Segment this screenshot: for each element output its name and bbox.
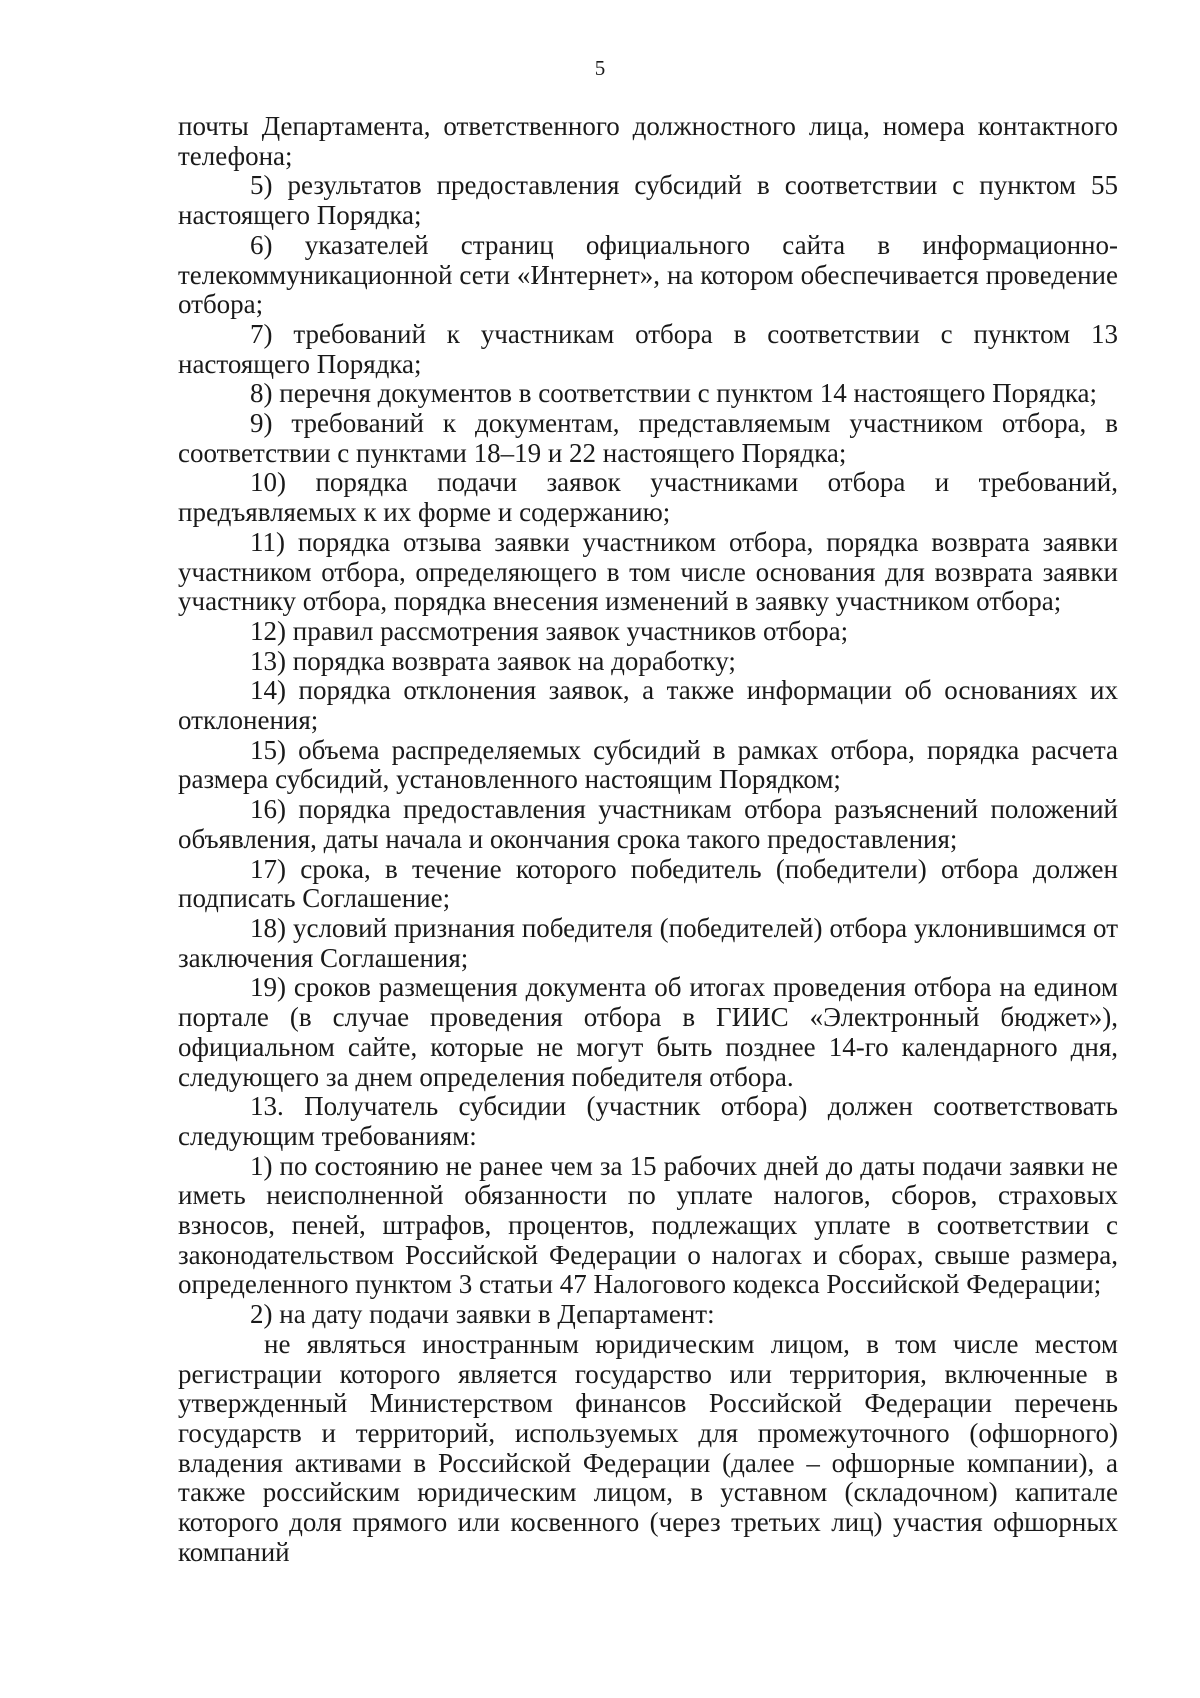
paragraph: не являться иностранным юридическим лицом, в том числе местом регистрации которого является государство или территория, включенные в утвержденный Министерством финансов Российской Федерации перечень государств и территорий, используемых для промежуточного (офшорного) владения активами в Российской Федерации (далее – офшорные компании), а также российским юридическим лицом, в уставном (складочном) капитале которого доля прямого или косвенного (через третьих лиц) участия офшорных компаний [178,1328,1118,1567]
list-item: 9) требований к документам, представляемым участником отбора, в соответствии с пунктами 18–19 и 22 настоящего Порядка; [178,408,1118,468]
page-number: 5 [594,56,606,80]
list-item: 15) объема распределяемых субсидий в рамках отбора, порядка расчета размера субсидий, установленного настоящим Порядком; [178,734,1118,795]
list-item: 13) порядка возврата заявок на доработку; [250,645,736,676]
list-item: 19) сроков размещения документа об итогах проведения отбора на едином портале (в случае проведения отбора в ГИИС «Электронный бюджет»), официальном сайте, которые не могут быть позднее 14-го календарного дня, следующего за днем определения победителя отбора. [178,972,1118,1092]
list-item: 5) результатов предоставления субсидий в соответствии с пунктом 55 настоящего Порядка; [178,170,1118,231]
document-body [178,112,1118,1567]
list-item: 11) порядка отзыва заявки участником отбора, порядка возврата заявки участником отбора, определяющего в том числе основания для возврата заявки участнику отбора, порядка внесения изменений в заявку участником отбора; [178,526,1118,617]
list-item: 8) перечня документов в соответствии с пунктом 14 настоящего Порядка; [250,378,1098,409]
list-item: 12) правил рассмотрения заявок участников отбора; [250,615,849,646]
section-paragraph: 13. Получатель субсидии (участник отбора) должен соответствовать следующим требованиям: [178,1091,1118,1151]
list-item: 7) требований к участникам отбора в соответствии с пунктом 13 настоящего Порядка; [178,318,1118,379]
list-item: 1) по состоянию не ранее чем за 15 рабочих дней до даты подачи заявки не иметь неисполненной обязанности по уплате налогов, сборов, страховых взносов, пеней, штрафов, процентов, подлежащих уплате в соответствии с законодательством Российской Федерации о налогах и сборах, свыше размера, определенного пунктом 3 статьи 47 Налогового кодекса Российской Федерации; [178,1150,1118,1300]
list-item: 18) условий признания победителя (победителей) отбора уклонившимся от заключения Соглашения; [178,912,1118,973]
list-item: 6) указателей страниц официального сайта в информационно-телекоммуникационной сети «Интернет», на котором обеспечивается проведение отбора; [178,229,1118,320]
list-item: 17) срока, в течение которого победитель (победители) отбора должен подписать Соглашение; [178,853,1118,914]
paragraph: почты Департамента, ответственного должностного лица, номера контактного телефона; [178,111,1118,171]
list-item: 2) на дату подачи заявки в Департамент: [250,1299,715,1330]
list-item: 14) порядка отклонения заявок, а также информации об основаниях их отклонения; [178,675,1118,736]
list-item: 16) порядка предоставления участникам отбора разъяснений положений объявления, даты начала и окончания срока такого предоставления; [178,794,1118,854]
list-item: 10) порядка подачи заявок участниками отбора и требований, предъявляемых к их форме и содержанию; [178,467,1118,528]
